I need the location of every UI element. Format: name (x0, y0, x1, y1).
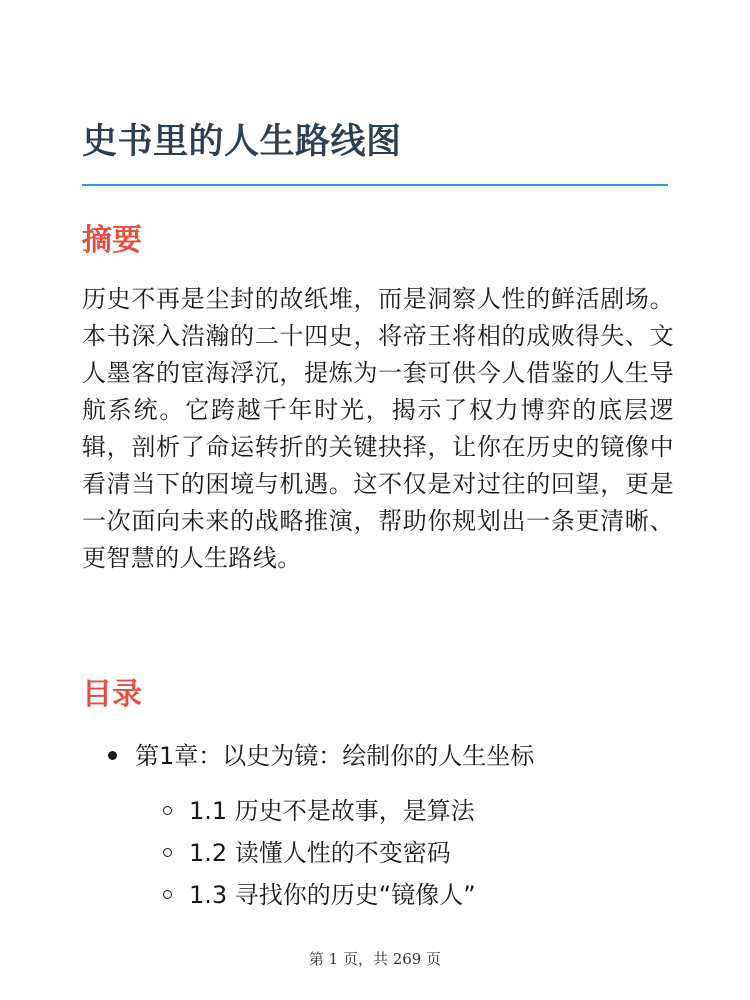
abstract-paragraph: 历史不再是尘封的故纸堆，而是洞察人性的鲜活剧场。本书深入浩瀚的二十四史，将帝王将相的成败得失、文人墨客的宦海浮沉，提炼为一套可供今人借鉴的人生导航系统。它跨越千年时光，揭示了权力博弈的底层逻辑，剖析了命运转折的关键抉择，让你在历史的镜像中看清当下的困境与机遇。这不仅是对过往的回望，更是一次面向未来的战略推演，帮助你规划出一条更清晰、更智慧的人生路线。 (82, 285, 674, 572)
bullet-circle-icon (163, 806, 172, 815)
toc-section-label: 1.3 寻找你的历史“镜像人” (189, 881, 476, 909)
toc-chapter-label: 第1章：以史为镜：绘制你的人生坐标 (135, 742, 535, 770)
toc-section-label: 1.1 历史不是故事，是算法 (189, 797, 475, 825)
toc-heading: 目录 (82, 677, 142, 712)
toc-chapter-item (108, 734, 668, 916)
toc-section-list (163, 790, 668, 916)
toc-section-item (163, 874, 668, 916)
bullet-disc-icon (108, 751, 117, 760)
toc-section-item (163, 790, 668, 832)
title-divider (82, 184, 668, 186)
document-title: 史书里的人生路线图 (82, 122, 402, 162)
bullet-circle-icon (163, 848, 172, 857)
page-number-footer: 第 1 页，共 269 页 (308, 950, 442, 968)
toc-list (108, 734, 668, 916)
toc-section-item (163, 832, 668, 874)
toc-section-label: 1.2 读懂人性的不变密码 (189, 839, 451, 867)
abstract-heading: 摘要 (82, 223, 142, 258)
bullet-circle-icon (163, 890, 172, 899)
